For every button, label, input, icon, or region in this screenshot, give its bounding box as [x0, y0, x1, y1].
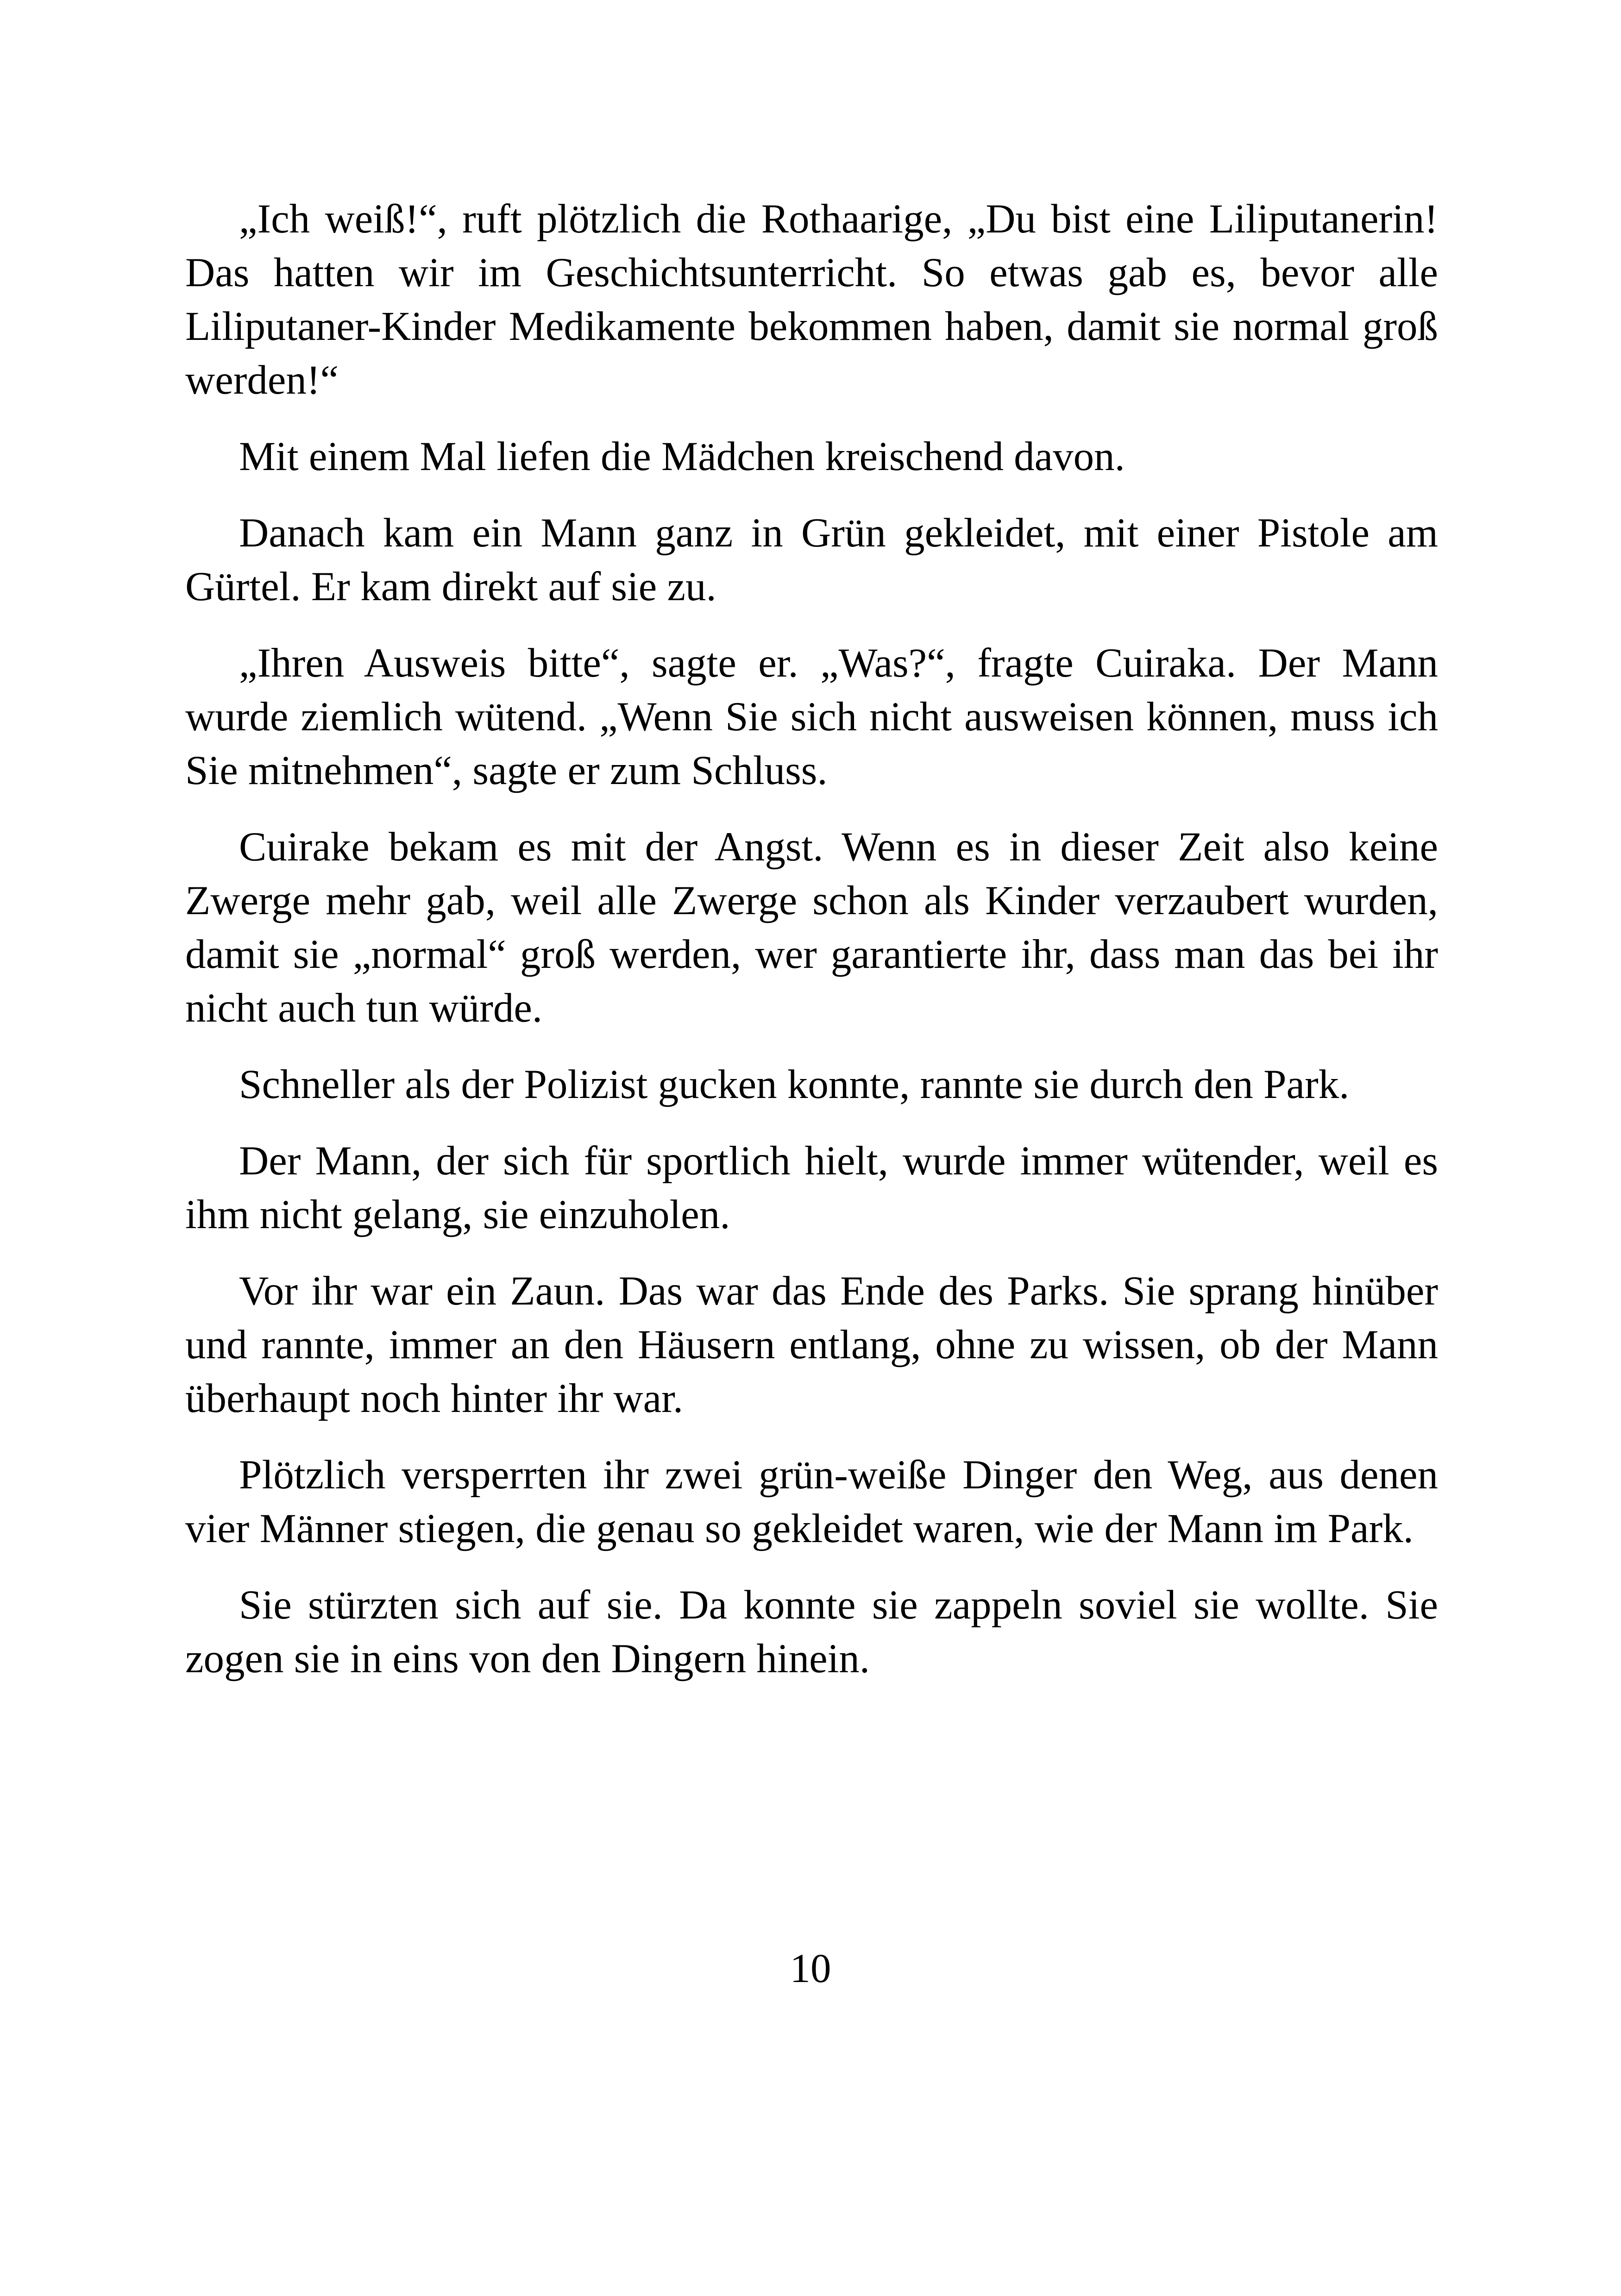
paragraph: Schneller als der Polizist gucken konnte, rannte sie durch den Park. — [239, 1062, 1350, 1107]
paragraph: „Ihren Ausweis bitte“, sagte er. „Was?“, fragte Cuiraka. Der Mann wurde ziemlich wütend. „Wenn Sie sich nicht ausweisen können, muss ich Sie mitnehmen“, sagte er zum Schluss. — [185, 640, 1438, 793]
paragraph: Danach kam ein Mann ganz in Grün gekleidet, mit einer Pistole am Gürtel. Er kam direkt auf sie zu. — [185, 510, 1438, 609]
body-text — [185, 192, 1438, 1708]
page-number: 10 — [790, 1946, 831, 1991]
paragraph: Plötzlich versperrten ihr zwei grün-weiße Dinger den Weg, aus denen vier Männer stiegen, die genau so gekleidet waren, wie der Mann im Park. — [185, 1452, 1438, 1551]
paragraph: „Ich weiß!“, ruft plötzlich die Rothaarige, „Du bist eine Liliputanerin! Das hatten wir im Geschichtsunterricht. So etwas gab es, bevor alle Liliputaner-Kinder Medikamente bekommen haben, damit sie normal groß werden!“ — [185, 196, 1438, 403]
paragraph: Cuirake bekam es mit der Angst. Wenn es in dieser Zeit also keine Zwerge mehr gab, weil alle Zwerge schon als Kinder verzaubert wurden, damit sie „normal“ groß werden, wer garantierte ihr, dass man das bei ihr nicht auch tun würde. — [185, 824, 1438, 1031]
paragraph: Sie stürzten sich auf sie. Da konnte sie zappeln soviel sie wollte. Sie zogen sie in eins von den Dingern hinein. — [185, 1582, 1438, 1681]
paragraph: Vor ihr war ein Zaun. Das war das Ende des Parks. Sie sprang hinüber und rannte, immer an den Häusern entlang, ohne zu wissen, ob der Mann überhaupt noch hinter ihr war. — [185, 1268, 1438, 1421]
paragraph: Mit einem Mal liefen die Mädchen kreischend davon. — [239, 434, 1125, 479]
paragraph: Der Mann, der sich für sportlich hielt, wurde immer wütender, weil es ihm nicht gelang, sie einzuholen. — [185, 1138, 1438, 1237]
